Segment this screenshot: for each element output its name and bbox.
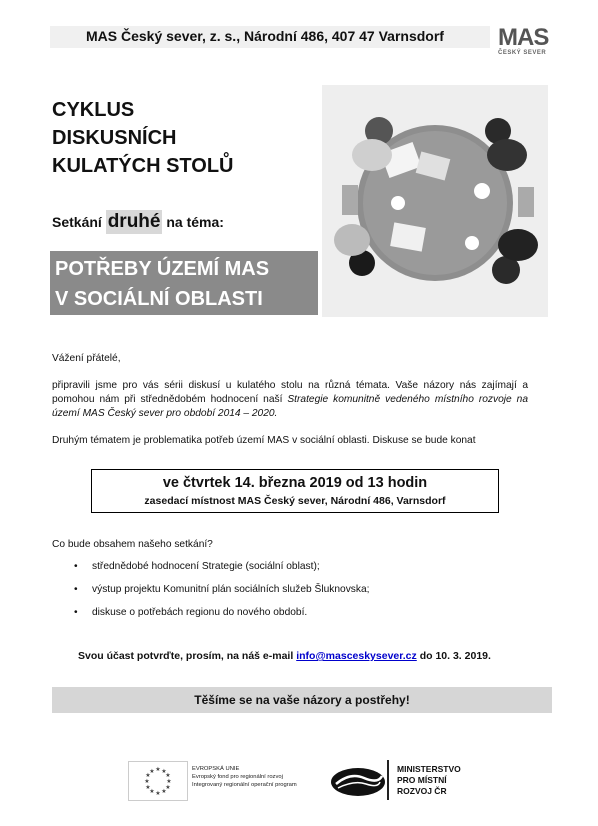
list-item-text: výstup projektu Komunitní plán sociálních služeb Šluknovska; [92,584,370,595]
svg-text:★: ★ [149,768,155,775]
intro-text: připravili jsme pro vás sérii diskusí u kulatého stolu na různá témata. Vaše názory nás zajímají a pomohou nám při střednědobém hodnocení naší [52,380,528,405]
svg-text:★: ★ [161,768,167,775]
title-line: CYKLUS [52,99,135,121]
mmr-caption [397,764,461,797]
eu-caption [192,765,297,789]
title-line: DISKUSNÍCH [52,127,177,149]
mas-logo [498,26,550,62]
event-date: ve čtvrtek 14. března 2019 od 13 hodin [162,475,428,491]
topic-line: POTŘEBY ÚZEMÍ MAS [55,258,270,280]
mmr-logo-icon [330,766,386,798]
email-link[interactable]: info@masceskysever.cz [296,650,417,662]
bullet-icon: • [74,584,78,595]
eu-caption-line: Integrovaný regionální operační program [192,782,297,788]
list-item [74,606,474,629]
meeting-suffix: na téma: [166,214,224,230]
mas-logo-subtitle: ČESKÝ SEVER [498,50,547,56]
agenda-list [74,560,474,629]
topic-line: V SOCIÁLNÍ OBLASTI [55,288,263,310]
agenda-question: Co bude obsahem našeho setkání? [52,539,213,550]
confirm-text: Svou účast potvrďte, prosím, na náš e-mail [78,650,294,662]
intro-paragraph [52,379,528,421]
eu-caption-line: EVROPSKÁ UNIE [192,766,240,772]
svg-text:★: ★ [145,784,151,791]
meeting-prefix: Setkání [52,214,102,230]
eu-caption-line: Evropský fond pro regionální rozvoj [192,774,283,780]
event-place: zasedací místnost MAS Český sever, Národní 486, Varnsdorf [144,495,446,507]
svg-text:★: ★ [144,778,150,785]
page-title [52,96,292,180]
svg-text:★: ★ [155,790,161,797]
confirm-deadline: do 10. 3. 2019. [419,650,491,662]
header-address: MAS Český sever, z. s., Národní 486, 407 47 Varnsdorf [86,28,444,44]
meeting-ordinal: druhé [107,211,161,232]
greeting: Vážení přátelé, [52,353,121,364]
mas-logo-word: MAS [498,24,549,51]
topic-box [50,251,318,315]
svg-text:★: ★ [165,772,171,779]
list-item [74,583,474,606]
svg-text:★: ★ [149,788,155,795]
bullet-icon: • [74,561,78,572]
svg-text:★: ★ [161,788,167,795]
strategy-name: Strategie komunitně vedeného místního rozvoje na území MAS Český sever pro období 2014 – 2020. [52,394,528,419]
event-box [91,469,499,513]
round-table-photo [322,85,548,317]
svg-text:★: ★ [155,766,161,773]
meeting-subtitle [52,210,224,234]
title-line: KULATÝCH STOLŮ [52,155,234,177]
svg-text:★: ★ [165,784,171,791]
mmr-caption-line: PRO MÍSTNÍ [397,775,447,785]
mmr-caption-line: ROZVOJ ČR [397,786,447,796]
svg-text:★: ★ [166,778,172,785]
confirm-line [52,650,582,662]
topic-paragraph: Druhým tématem je problematika potřeb území MAS v sociální oblasti. Diskuse se bude konat [52,435,476,446]
mmr-caption-line: MINISTERSTVO [397,764,461,774]
eu-flag-icon [128,761,188,801]
list-item-text: střednědobé hodnocení Strategie (sociální oblast); [92,561,320,572]
svg-text:★: ★ [145,772,151,779]
mmr-divider [387,760,389,800]
bullet-icon: • [74,607,78,618]
closing-banner: Těšíme se na vaše názory a postřehy! [52,687,552,713]
list-item-text: diskuse o potřebách regionu do nového období. [92,607,308,618]
list-item [74,560,474,583]
